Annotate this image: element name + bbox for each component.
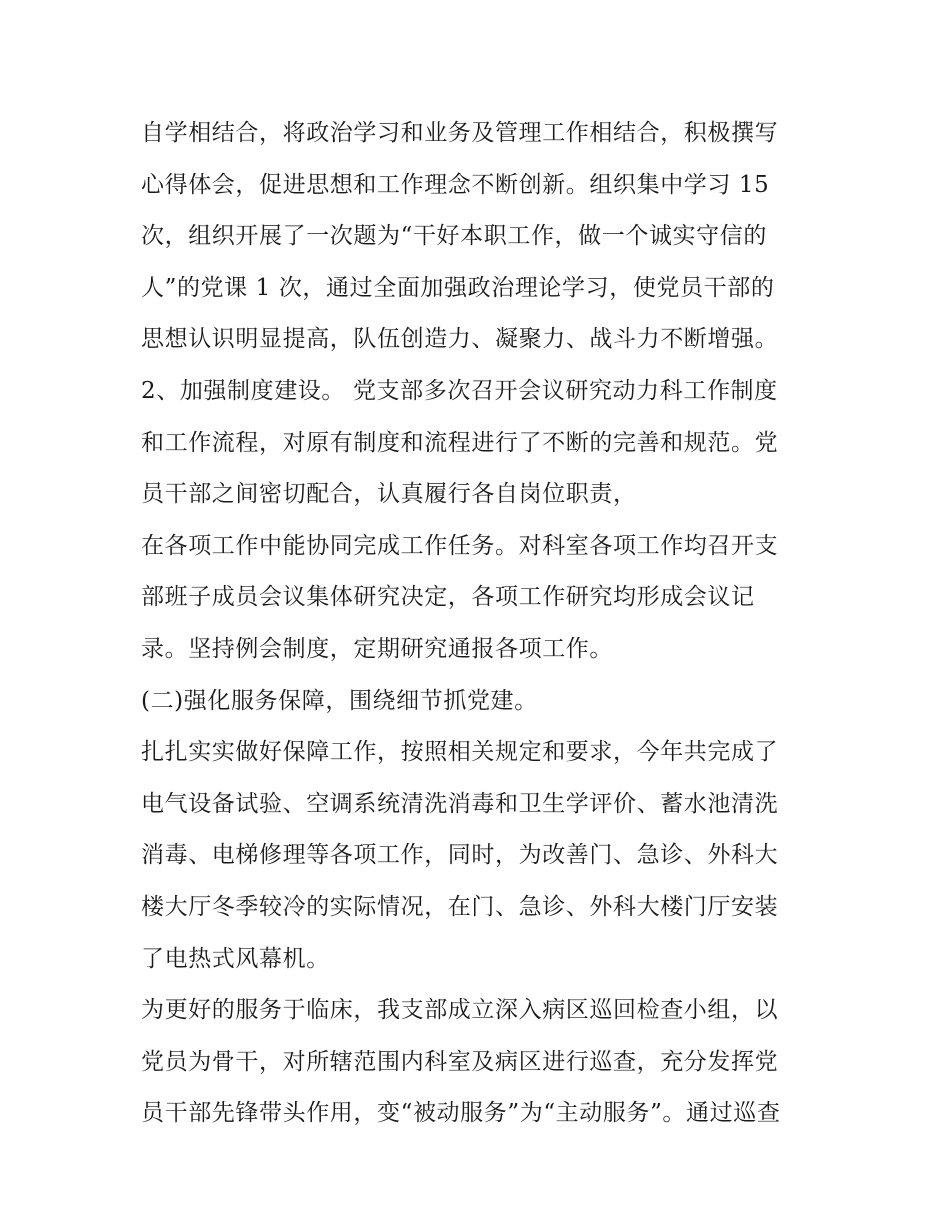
text-line: 员干部之间密切配合，认真履行各自岗位职责， [141, 481, 637, 508]
section-heading: (二)强化服务保障，围绕细节抓党建。 [141, 687, 538, 714]
text-line: 心得体会，促进思想和工作理念不断创新。组织集中学习 15 [141, 171, 770, 198]
text-line: 党员为骨干，对所辖范围内科室及病区进行巡查，充分发挥党 [141, 1048, 779, 1075]
text-line: 电气设备试验、空调系统清洗消毒和卫生学评价、蓄水池清洗 [141, 790, 779, 817]
text-line: 次，组织开展了一次题为“干好本职工作，做一个诚实守信的 [141, 223, 767, 250]
text-line: 思想认识明显提高，队伍创造力、凝聚力、战斗力不断增强。 [141, 326, 779, 353]
text-line: 2、加强制度建设。 党支部多次召开会议研究动力科工作制度 [141, 377, 778, 404]
text-line: 消毒、电梯修理等各项工作，同时，为改善门、急诊、外科大 [141, 842, 779, 869]
text-line: 在各项工作中能协同完成工作任务。对科室各项工作均召开支 [141, 532, 779, 559]
body-text [141, 108, 821, 1140]
text-line: 自学相结合，将政治学习和业务及管理工作相结合，积极撰写 [141, 120, 779, 146]
text-line: 楼大厅冬季较冷的实际情况，在门、急诊、外科大楼门厅安装 [141, 893, 779, 920]
text-line: 员干部先锋带头作用，变“被动服务”为“主动服务”。通过巡查 [141, 1100, 781, 1127]
text-line: 为更好的服务于临床，我支部成立深入病区巡回检查小组，以 [141, 997, 779, 1024]
text-line: 部班子成员会议集体研究决定，各项工作研究均形成会议记 [141, 584, 755, 611]
text-line: 扎扎实实做好保障工作，按照相关规定和要求，今年共完成了 [141, 739, 779, 766]
text-line: 录。坚持例会制度，定期研究通报各项工作。 [141, 635, 613, 662]
text-line: 人”的党课 1 次，通过全面加强政治理论学习，使党员干部的 [141, 274, 775, 301]
text-line: 和工作流程，对原有制度和流程进行了不断的完善和规范。党 [141, 429, 779, 456]
text-line: 了电热式风幕机。 [141, 945, 330, 972]
